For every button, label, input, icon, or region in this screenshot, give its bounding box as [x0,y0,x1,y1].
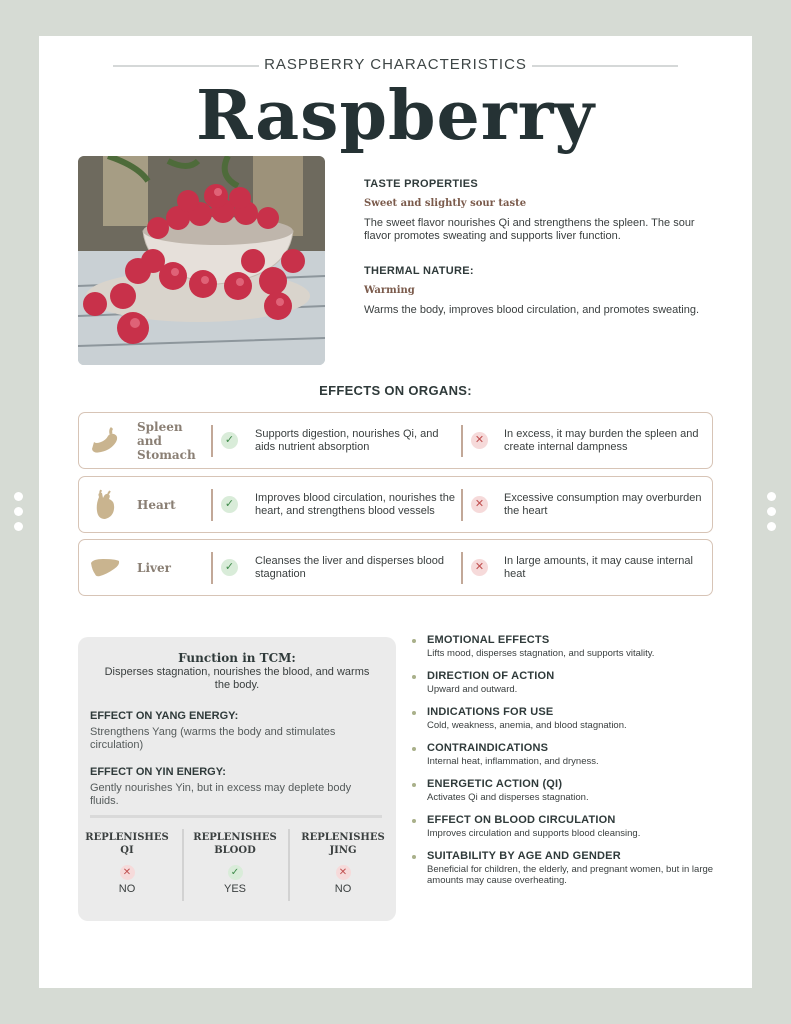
cross-icon: ✕ [471,559,488,576]
organ-divider [211,489,213,521]
detail-heading: EFFECT ON BLOOD CIRCULATION [427,814,616,826]
organ-name: Heart [137,497,176,512]
taste-value: Sweet and slightly sour taste [364,198,527,209]
taste-heading: TASTE PROPERTIES [364,178,478,190]
detail-heading: ENERGETIC ACTION (QI) [427,778,563,790]
organ-positive-effect: Supports digestion, nourishes Qi, and aids nutrient absorption [255,427,439,453]
check-icon: ✓ [221,559,238,576]
taste-description: The sweet flavor nourishes Qi and strengthens the spleen. The sour flavor promotes sweating and supports liver function. [364,217,695,242]
yin-heading: EFFECT ON YIN ENERGY: [90,766,226,778]
thermal-heading: THERMAL NATURE: [364,265,474,277]
organ-divider [461,489,463,521]
check-icon: ✓ [221,496,238,513]
raspberry-photo [78,156,325,365]
detail-text: Lifts mood, disperses stagnation, and supports vitality. [427,648,655,659]
organ-positive-effect: Cleanses the liver and disperses blood stagnation [255,554,444,580]
list-item [412,850,732,886]
list-item [412,742,732,767]
details-list [412,634,732,897]
organ-card-spleen-stomach [78,412,713,469]
right-decor-dots [767,492,777,537]
cross-icon: ✕ [471,496,488,513]
yin-description: Gently nourishes Yin, but in excess may deplete body fluids. [90,782,352,807]
yang-description: Strengthens Yang (warms the body and stimulates circulation) [90,726,336,751]
detail-heading: DIRECTION OF ACTION [427,670,555,682]
subtitle-row [39,56,752,76]
yang-heading: EFFECT ON YANG ENERGY: [90,710,239,722]
organ-divider [211,552,213,584]
replenishes-qi [78,831,176,895]
organ-card-liver [78,539,713,596]
organ-divider [211,425,213,457]
replenishes-value: YES [223,883,246,895]
detail-text: Cold, weakness, anemia, and blood stagnation. [427,720,627,731]
properties-block [364,178,724,317]
page-card [39,36,752,988]
list-item [412,634,732,659]
page-subtitle: RASPBERRY CHARACTERISTICS [264,56,527,73]
organ-name: Liver [137,560,171,575]
thermal-value: Warming [364,285,415,296]
page-title: Raspberry [196,76,595,156]
organ-divider [461,552,463,584]
replenishes-label: REPLENISHES JING [301,832,385,856]
tcm-function-description: Disperses stagnation, nourishes the blood, and warms the body. [104,666,370,691]
replenishes-value: NO [334,883,352,895]
organ-divider [461,425,463,457]
organs-heading: EFFECTS ON ORGANS: [319,383,472,398]
replenishes-label: REPLENISHES QI [85,832,169,856]
cross-icon: ✕ [336,865,351,880]
replenishes-blood [186,831,284,895]
replenishes-separator [182,829,184,901]
list-item [412,706,732,731]
detail-text: Beneficial for children, the elderly, and pregnant women, but in large amounts may cause overheating. [427,864,714,886]
list-item [412,814,732,839]
replenishes-value: NO [118,883,136,895]
check-icon: ✓ [228,865,243,880]
replenishes-jing [294,831,392,895]
subtitle-rule-right [532,65,678,67]
liver-icon [89,552,121,584]
organ-negative-effect: In excess, it may burden the spleen and create internal dampness [504,427,699,453]
tcm-panel [78,637,396,921]
detail-heading: SUITABILITY BY AGE AND GENDER [427,850,621,862]
cross-icon: ✕ [471,432,488,449]
heart-icon [89,489,121,521]
tcm-divider [90,815,382,818]
organ-positive-effect: Improves blood circulation, nourishes the heart, and strengthens blood vessels [255,491,455,517]
organ-card-heart [78,476,713,533]
detail-heading: CONTRAINDICATIONS [427,742,549,754]
detail-heading: INDICATIONS FOR USE [427,706,554,718]
check-icon: ✓ [221,432,238,449]
organ-negative-effect: In large amounts, it may cause internal heat [504,554,693,580]
left-decor-dots [14,492,24,537]
list-item [412,670,732,695]
organ-name: Spleen and Stomach [137,419,196,462]
cross-icon: ✕ [120,865,135,880]
detail-text: Improves circulation and supports blood cleansing. [427,828,641,839]
organ-negative-effect: Excessive consumption may overburden the heart [504,491,702,517]
list-item [412,778,732,803]
replenishes-label: REPLENISHES BLOOD [193,832,277,856]
detail-text: Internal heat, inflammation, and dryness. [427,756,599,767]
detail-text: Activates Qi and disperses stagnation. [427,792,589,803]
detail-text: Upward and outward. [427,684,518,695]
stomach-icon [89,425,121,457]
replenishes-separator [288,829,290,901]
thermal-description: Warms the body, improves blood circulation, and promotes sweating. [364,304,700,316]
tcm-function-title: Function in TCM: [178,651,296,665]
detail-heading: EMOTIONAL EFFECTS [427,634,550,646]
